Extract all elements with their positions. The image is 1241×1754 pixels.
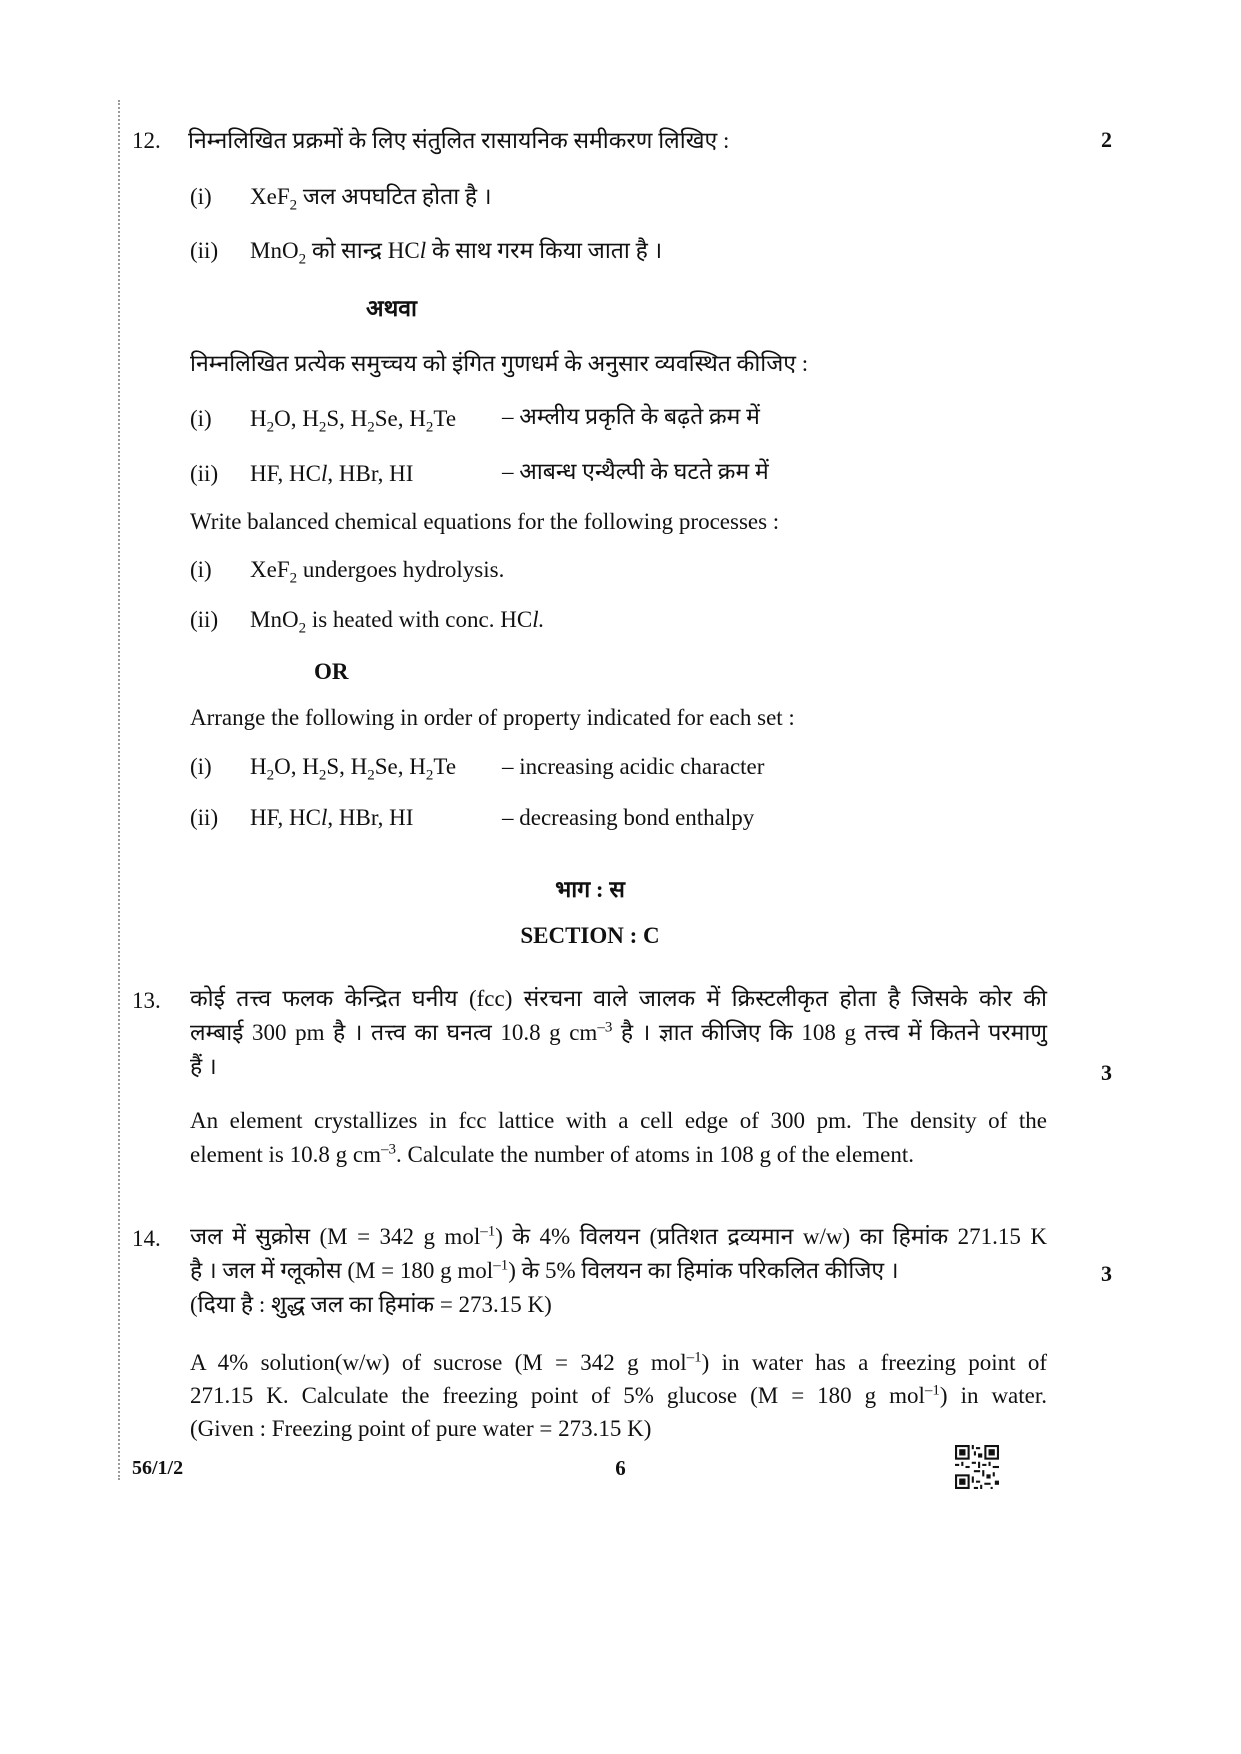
q12-hi-instruction2: निम्नलिखित प्रत्येक समुच्चय को इंगित गुणधर्म के अनुसार व्यवस्थित कीजिए :	[190, 351, 809, 376]
footer-paper-code: 56/1/2	[132, 1457, 184, 1479]
q12-hi-part-label: (ii)	[190, 238, 219, 263]
q13-hi-line: हैं ।	[190, 1054, 217, 1079]
q12-en-or: OR	[314, 659, 349, 684]
q12-en-set-formula: $H_2O$, $H_2S$, $H_2Se$, $H_2Te$	[250, 754, 457, 784]
q14-hi-text	[190, 1220, 1047, 1322]
q12-hi-set-formula: HF, HCl, HBr, HI	[250, 461, 414, 486]
q12-en-set-property: – increasing acidic character	[502, 754, 765, 779]
q14-number: 14.	[132, 1226, 161, 1251]
q12-en-set-label: (i)	[190, 754, 212, 779]
q12-hi-instruction: निम्नलिखित प्रक्रमों के लिए संतुलित रासायनिक समीकरण लिखिए :	[188, 128, 730, 153]
q12-hi-set-label: (i)	[190, 406, 212, 431]
q12-en-set-property: – decreasing bond enthalpy	[502, 805, 755, 830]
q13-number: 13.	[132, 988, 161, 1013]
q12-en-set-formula: HF, HCl, HBr, HI	[250, 805, 414, 830]
q12-en-instruction: Write balanced chemical equations for the following processes :	[190, 509, 780, 534]
q14-marks: 3	[1101, 1261, 1112, 1286]
footer-page-number: 6	[615, 1456, 626, 1480]
q13-hi-line: कोई तत्त्व फलक केन्द्रित घनीय (fcc) संरचना वाले जालक में क्रिस्टलीकृत होता है जिसके कोर की	[190, 986, 1047, 1011]
q14-en-line: 271.15 K. Calculate the freezing point of 5% glucose (M = 180 g mol$^{-1}$) in water.	[190, 1382, 1047, 1408]
q12-number: 12.	[132, 128, 161, 153]
q13-en-line: An element crystallizes in fcc lattice with a cell edge of 300 pm. The density of the	[190, 1108, 1047, 1133]
q13-hi-text	[190, 982, 1047, 1084]
q12-en-part-text: XeF$_2$ undergoes hydrolysis.	[250, 557, 505, 587]
q14-en-line: A 4% solution(w/w) of sucrose (M = 342 g mol$^{-1}$) in water has a freezing point of	[190, 1349, 1047, 1375]
q13-hi-line: लम्बाई 300 pm है । तत्त्व का घनत्व 10.8 g $cm^{-3}$ है । ज्ञात कीजिए कि 108 g तत्त्व में कितने परमाणु	[190, 1019, 1048, 1045]
section-hindi-title: भाग : स	[555, 877, 625, 902]
q12-en-part-label: (i)	[190, 557, 212, 582]
q12-en-part-label: (ii)	[190, 607, 219, 632]
q12-hi-set-property: – अम्लीय प्रकृति के बढ़ते क्रम में	[502, 404, 760, 429]
q14-hi-line: जल में सुक्रोस (M = 342 g mol$^{-1}$) के 4% विलयन (प्रतिशत द्रव्यमान w/w) का हिमांक 271.15 K	[190, 1223, 1047, 1249]
q12-hi-set-label: (ii)	[190, 461, 219, 486]
q12-en-part-text: MnO$_2$ is heated with conc. HCl.	[250, 607, 545, 637]
q12-hi-set-property: – आबन्ध एन्थैल्पी के घटते क्रम में	[502, 459, 769, 484]
q12-en-set-label: (ii)	[190, 805, 219, 830]
section-english-title: SECTION : C	[520, 923, 660, 948]
q12-hi-or: अथवा	[366, 296, 418, 321]
qr-code-icon	[955, 1445, 999, 1489]
q14-en-line: (Given : Freezing point of pure water = 273.15 K)	[190, 1416, 652, 1441]
q12-hi-set-formula: $H_2O$, $H_2S$, $H_2Se$, $H_2Te$	[250, 406, 457, 436]
q14-en-text	[190, 1346, 1047, 1445]
q13-en-line: element is 10.8 g $cm^{-3}$. Calculate the number of atoms in 108 g of the element.	[190, 1141, 914, 1167]
q13-en-text	[190, 1104, 1047, 1172]
q12-en-instruction2: Arrange the following in order of property indicated for each set :	[190, 705, 795, 730]
q13-marks: 3	[1101, 1060, 1112, 1085]
q14-hi-line: (दिया है : शुद्ध जल का हिमांक = 273.15 K)	[190, 1292, 552, 1317]
q12-hi-part-text: MnO$_2$ को सान्द्र HCl के साथ गरम किया जाता है ।	[250, 238, 663, 268]
q12-hi-part-label: (i)	[190, 184, 212, 209]
margin-dotted-line	[118, 100, 120, 1480]
q12-hi-part-text: XeF$_2$ जल अपघटित होता है ।	[250, 184, 492, 214]
q14-hi-line: है । जल में ग्लूकोस (M = 180 g mol$^{-1}$) के 5% विलयन का हिमांक परिकलित कीजिए ।	[190, 1257, 899, 1283]
q12-marks: 2	[1101, 127, 1112, 152]
